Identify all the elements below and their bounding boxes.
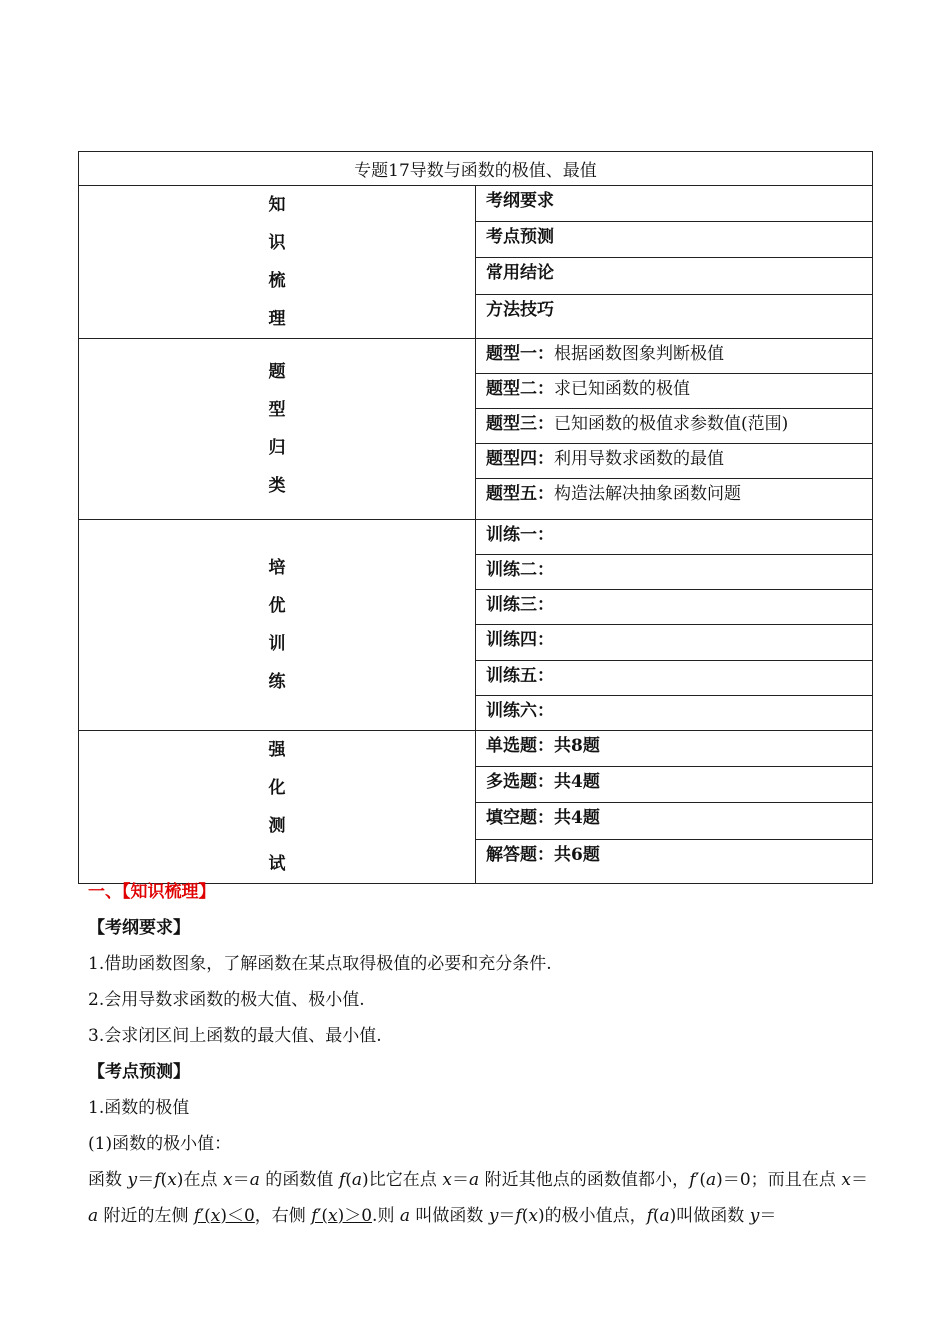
toc-item: 多选题：共4题 (476, 767, 873, 803)
toc-section-label: 知 识 梳 理 (79, 186, 476, 339)
sub-heading: (1)函数的极小值： (88, 1134, 232, 1154)
toc-item: 题型四：利用导数求函数的最值 (476, 444, 873, 479)
toc-item: 方法技巧 (476, 294, 873, 338)
toc-item: 考纲要求 (476, 186, 873, 222)
definition-paragraph: 函数 y＝f(x)在点 x＝a 的函数值 f(a)比它在点 x＝a 附近其他点的函数值都小，f′(a)＝0；而且在点 x＝a 附近的左侧 f′(x)＜0，右侧 f′(x)＞0.则 a 叫做函数 y＝f(x)的极小值点，f(a)叫做函数 y＝ (88, 1170, 868, 1226)
syllabus-item: 2.会用导数求函数的极大值、极小值. (88, 990, 365, 1010)
syllabus-item: 3.会求闭区间上函数的最大值、最小值. (88, 1026, 382, 1046)
toc-section-label: 强 化 测 试 (79, 731, 476, 884)
toc-item: 解答题：共6题 (476, 839, 873, 883)
toc-section-label: 培 优 训 练 (79, 520, 476, 731)
syllabus-heading: 【考纲要求】 (88, 918, 190, 938)
toc-item: 训练五： (476, 660, 873, 695)
toc-item: 常用结论 (476, 258, 873, 294)
toc-item: 训练二： (476, 555, 873, 590)
toc-section-label: 题 型 归 类 (79, 339, 476, 520)
toc-item: 训练六： (476, 695, 873, 730)
toc-item: 题型三：已知函数的极值求参数值(范围) (476, 409, 873, 444)
forecast-heading: 【考点预测】 (88, 1062, 190, 1082)
section-heading: 一、【知识梳理】 (88, 882, 216, 902)
toc-item: 填空题：共4题 (476, 803, 873, 839)
toc-item: 训练一： (476, 520, 873, 555)
toc-item: 训练三： (476, 590, 873, 625)
topic-heading: 1.函数的极值 (88, 1098, 190, 1118)
toc-item: 题型一：根据函数图象判断极值 (476, 339, 873, 374)
toc-table (78, 151, 873, 884)
toc-item: 题型二：求已知函数的极值 (476, 374, 873, 409)
toc-item: 考点预测 (476, 222, 873, 258)
toc-item: 题型五：构造法解决抽象函数问题 (476, 479, 873, 520)
body-content (88, 874, 868, 1234)
toc-item: 单选题：共8题 (476, 731, 873, 767)
toc-item: 训练四： (476, 625, 873, 660)
toc-title: 专题17导数与函数的极值、最值 (79, 152, 873, 186)
syllabus-item: 1.借助函数图象，了解函数在某点取得极值的必要和充分条件. (88, 954, 552, 974)
